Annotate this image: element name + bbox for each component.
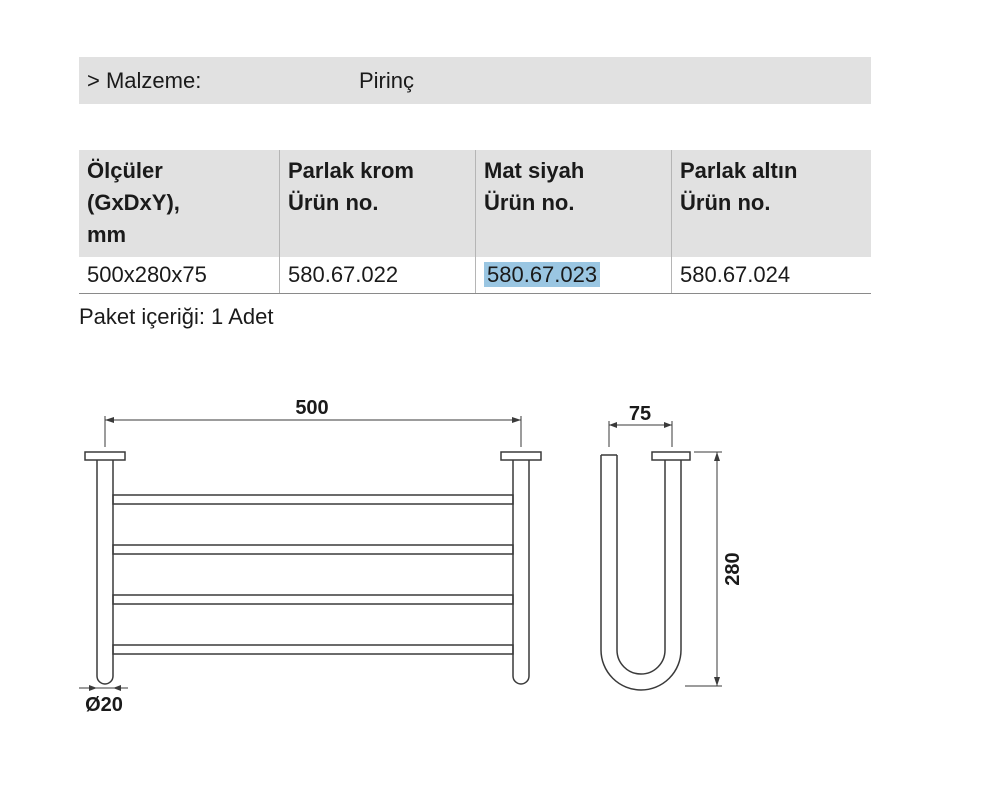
header-matte-black-line2: Ürün no. xyxy=(484,190,575,215)
header-gold-line1: Parlak altın xyxy=(680,158,798,183)
shelf-bar-1 xyxy=(113,495,513,504)
package-contents: Paket içeriği: 1 Adet xyxy=(79,304,274,329)
height-label: 280 xyxy=(722,552,744,586)
right-flange xyxy=(501,452,541,460)
header-matte-black-line1: Mat siyah xyxy=(484,158,585,183)
side-view-u-shape xyxy=(601,455,681,690)
header-dimensions-line3: mm xyxy=(87,222,127,247)
header-chrome-line1: Parlak krom xyxy=(288,158,414,183)
depth-label: 75 xyxy=(628,403,652,425)
right-post xyxy=(513,460,529,684)
width-label: 500 xyxy=(295,397,329,419)
shelf-bar-4 xyxy=(113,645,513,654)
cell-gold-product-no[interactable]: 580.67.024 xyxy=(672,257,872,294)
cell-chrome-product-no[interactable]: 580.67.022 xyxy=(280,257,476,294)
highlighted-product-no[interactable]: 580.67.023 xyxy=(484,262,600,287)
header-chrome-line2: Ürün no. xyxy=(288,190,379,215)
header-gold-line2: Ürün no. xyxy=(680,190,771,215)
material-value: Pirinç xyxy=(359,68,415,93)
header-dimensions-line2: (GxDxY), xyxy=(87,190,180,215)
left-flange xyxy=(85,452,125,460)
header-dimensions-line1: Ölçüler xyxy=(87,158,163,183)
material-label: > Malzeme: xyxy=(87,68,202,93)
shelf-bar-2 xyxy=(113,545,513,554)
diameter-label: Ø20 xyxy=(85,694,123,716)
left-post xyxy=(97,460,113,684)
cell-dimensions: 500x280x75 xyxy=(79,257,280,294)
side-view-flange xyxy=(652,452,690,460)
shelf-bar-3 xyxy=(113,595,513,604)
